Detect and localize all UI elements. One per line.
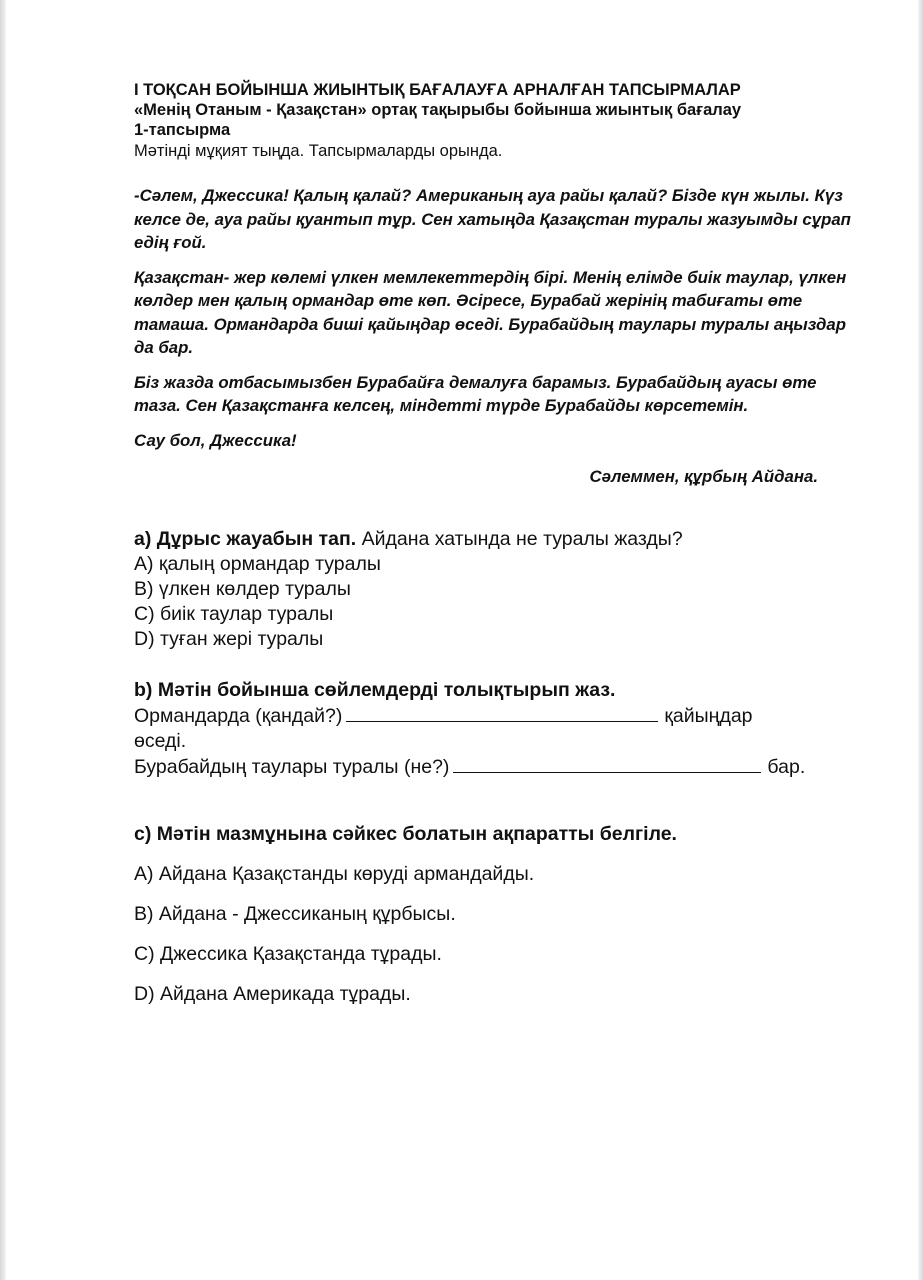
- question-b-line-1: [134, 703, 864, 729]
- question-b-line-2-end: бар.: [767, 755, 806, 778]
- question-a-option[interactable]: D) туған жері туралы: [134, 627, 324, 650]
- question-c-option[interactable]: C) Джессика Қазақстанда тұрады.: [134, 942, 442, 965]
- question-a: [134, 527, 864, 652]
- task-number: 1-тапсырма: [134, 121, 231, 139]
- question-b-line-1-continuation: өседі.: [134, 729, 187, 752]
- letter-paragraph-2: Біз жазда отбасымызбен Бурабайға демалуға барамыз. Бурабайдың ауасы өте таза. Сен Қазақстанға келсең, міндетті түрде Бурабайды көрсетемін.: [134, 372, 817, 415]
- question-a-option[interactable]: A) қалың ормандар туралы: [134, 552, 381, 575]
- question-c-prompt: [134, 822, 864, 847]
- letter-paragraph-1: Қазақстан- жер көлемі үлкен мемлекеттердің бірі. Менің елімде биік таулар, үлкен көлдер мен қалың ормандар өте көп. Әсіресе, Бурабай жерінің табиғаты өте тамаша. Ормандарда биші қайыңдар өседі. Бурабайдың таулары туралы аңыздар да бар.: [134, 267, 847, 357]
- document-page: [134, 80, 864, 1022]
- question-b: [134, 678, 864, 780]
- task-instruction: Мәтінді мұқият тыңда. Тапсырмаларды орында.: [134, 142, 503, 160]
- question-b-prompt: [134, 678, 864, 703]
- question-b-line-2-start: Бурабайдың таулары туралы (не?): [134, 755, 450, 778]
- letter-greeting: -Сәлем, Джессика! Қалың қалай? Американың ауа райы қалай? Бізде күн жылы. Күз келсе де, ауа райы қуантып тұр. Сен хатыңда Қазақстан туралы жазуымды сұрап едің ғой.: [134, 186, 851, 252]
- question-c-label: c) Мәтін мазмұнына сәйкес болатын ақпаратты белгіле.: [134, 822, 677, 845]
- letter-farewell: Сау бол, Джессика!: [134, 430, 297, 450]
- question-a-option[interactable]: C) биік таулар туралы: [134, 602, 334, 625]
- letter-signature: Сәлеммен, құрбың Айдана.: [589, 467, 818, 486]
- question-a-option[interactable]: B) үлкен көлдер туралы: [134, 577, 351, 600]
- question-c-option[interactable]: B) Айдана - Джессиканың құрбысы.: [134, 902, 456, 925]
- document-subtitle: «Менің Отаным - Қазақстан» ортақ тақырыбы бойынша жиынтық бағалау: [134, 101, 742, 119]
- letter-text: [134, 184, 864, 489]
- document-title: І ТОҚСАН БОЙЫНША ЖИЫНТЫҚ БАҒАЛАУҒА АРНАЛҒАН ТАПСЫРМАЛАР: [134, 81, 741, 99]
- question-b-line-2: [134, 754, 864, 780]
- question-a-text: Айдана хатында не туралы жазды?: [361, 527, 683, 550]
- question-a-label: а) Дұрыс жауабын тап.: [134, 527, 357, 550]
- question-c-option[interactable]: D) Айдана Америкада тұрады.: [134, 982, 411, 1005]
- question-c-option[interactable]: A) Айдана Қазақстанды көруді армандайды.: [134, 862, 535, 885]
- question-c: [134, 822, 864, 1007]
- answer-blank-1[interactable]: [346, 703, 658, 722]
- question-b-line-1-end: қайыңдар: [664, 704, 753, 727]
- question-b-line-1-start: Ормандарда (қандай?): [134, 704, 343, 727]
- question-a-prompt: [134, 527, 864, 552]
- page-edge-shadow-left: [0, 0, 6, 1280]
- page-edge-shadow-right: [918, 0, 923, 1280]
- question-b-label: b) Мәтін бойынша сөйлемдерді толықтырып жаз.: [134, 678, 616, 701]
- answer-blank-2[interactable]: [453, 754, 761, 773]
